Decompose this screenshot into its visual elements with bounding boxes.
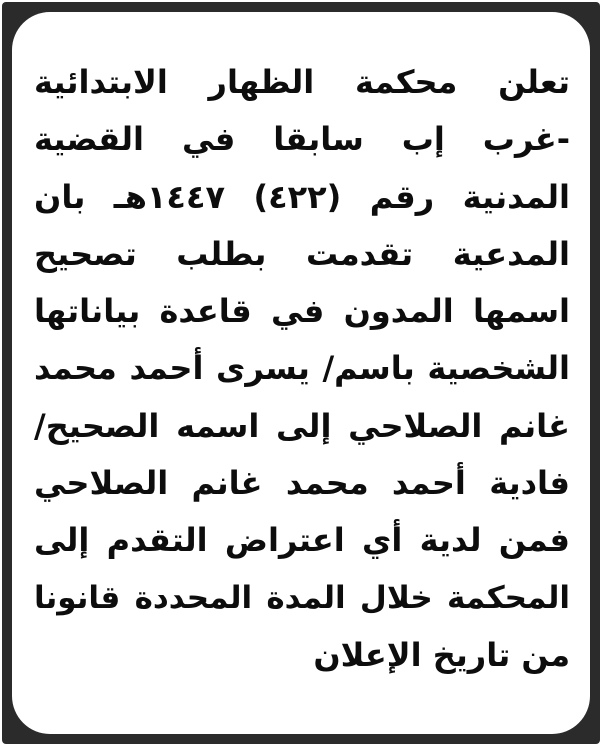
- notice-line-2: -غرب إب سابقا في القضية: [34, 120, 570, 159]
- notice-line-7: غانم الصلاحي إلى اسمه الصحيح/: [34, 406, 570, 445]
- notice-line-1: تعلن محكمة الظهار الابتدائية: [34, 63, 570, 101]
- notice-frame: [2, 2, 600, 744]
- notice-line-5: اسمها المدون في قاعدة بياناتها: [34, 292, 570, 331]
- notice-panel: [12, 12, 590, 734]
- notice-line-8: فادية أحمد محمد غانم الصلاحي: [34, 464, 570, 503]
- notice-line-6: الشخصية باسم/ يسرى أحمد محمد: [34, 349, 570, 388]
- notice-text: [34, 54, 570, 684]
- notice-line-11: من تاريخ الإعلان: [313, 635, 570, 674]
- notice-line-9: فمن لدية أي اعتراض التقدم إلى: [34, 521, 570, 560]
- notice-line-4: المدعية تقدمت بطلب تصحيح: [34, 234, 570, 273]
- notice-line-3: المدنية رقم (٤٢٢) ١٤٤٧هـ بان: [34, 177, 570, 216]
- notice-line-10: المحكمة خلال المدة المحددة قانونا: [34, 579, 570, 616]
